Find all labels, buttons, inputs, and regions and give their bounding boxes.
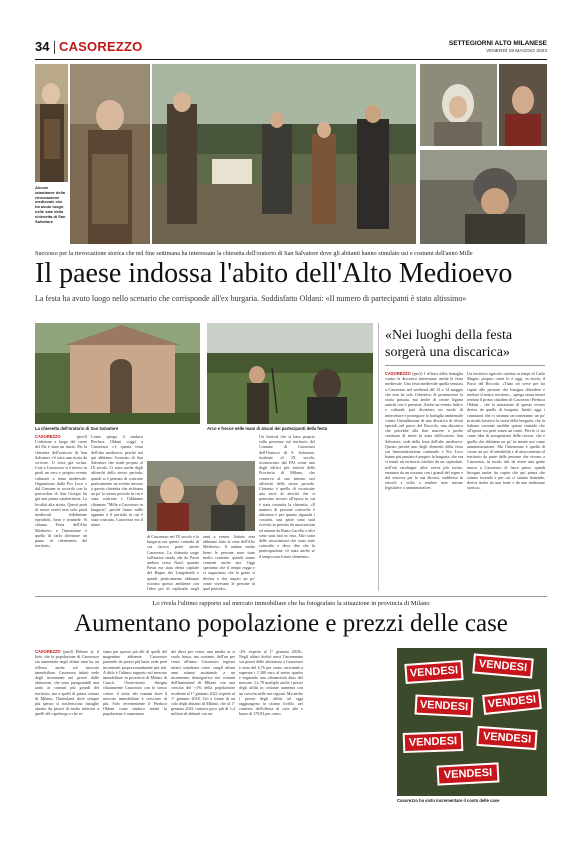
story1-column-4: [259, 434, 315, 592]
story1-headline: Il paese indossa l'abito dell'Alto Medioevo: [35, 258, 513, 289]
sign-3-text: VENDESI: [419, 698, 469, 714]
story2-headline: Aumentano popolazione e prezzi delle case: [74, 610, 508, 637]
photo-costumed-crowd: [152, 64, 416, 244]
story1-deck: La festa ha avuto luogo nello scenario che corrisponde all'ex burgaria. Soddisfatto Oldani: «Il numero di partecipanti è stato altissimo»: [35, 294, 467, 303]
header-rule: [35, 59, 547, 60]
side-photo-caption: Alcune istantanee della rievocazione medievale che ha avuto luogo nelle sale della chiesetta di San Salvatore: [35, 185, 66, 224]
photo-archery: [207, 323, 373, 424]
sign-6: [476, 726, 537, 750]
section-title: CASOREZZO: [59, 39, 143, 54]
sidebar-col1-text: (pzs3) I riflessi della battaglia contro la discarica interessano anche la festa medievale. Una festa medievale quella tenutasi a Casorezzo nel weekend del 13 e 14 maggio che non ha solo l'obiettivo di promuovere la storia passata, ma anche di creare legami antichi con il presente. Anche un evento ludico e culturale può diventare un modo di intercettare e proseguire la battaglia ambientale contro l'installazione di una discarica di rifiuti speciali nel parco del Roccolo, una discarica che potrebbe alla fine nascere a poche centinaia di metri la zona dell'oratorio San Salvatore, sede della festa dell'alto medioevo. Questo perché uno degli elementi della festa sui Amministrazione comunale e Pro Loco hanno più puntato è proprio la burgaria, che era si tenuti un territorio tutelato da un capitolare, nell'età carolingia: altre aveva più scritto, emanato da un sovrano con i grandi del regno e dal vescovo per la sua diocesi, suddiviso in articoli e volto a rendere note misure legislative o amministrative.: [385, 371, 463, 491]
archery-caption: Arco e frecce nelle mani di alcuni dei partecipanti della festa: [207, 426, 328, 431]
story2-column-1: [35, 649, 99, 809]
sign-4-text: VENDESI: [487, 693, 537, 711]
photo-for-sale-signs: [397, 648, 547, 796]
story1-column-3: [147, 534, 255, 592]
sign-4: [482, 689, 542, 715]
sign-2: [472, 653, 534, 678]
photo-church: [35, 323, 200, 424]
sidebar-byline: CASOREZZO: [385, 371, 411, 376]
sidebar-title-rule: [385, 365, 545, 366]
story2-subhead: Lo rivela l'ultimo rapporto sul mercato immobiliare che ha fotografato la situazione in provincia di Milano: [152, 600, 430, 607]
sidebar-column-2: [467, 371, 545, 589]
story2-column-4: [239, 649, 303, 809]
sign-3: [415, 694, 474, 717]
story1-subhead: Successo per la rievocazione storica che nel fine settimana ha interessato la chiesetta dell'oratorio di San Salvatore dove gli abitanti hanno simulato usi e costumi dell'anno Mille: [35, 250, 473, 257]
story2-column-3: [171, 649, 235, 809]
sign-6-text: VENDESI: [482, 730, 532, 746]
story1-col1-text: (pzs3) L'edizione a luogo del cuore del Fai è stato un inizio. Per la chiesetta dell'oratorio di San Salvatore c'è tutta una storia da scrivere. O forse già scritta. Così a Casorezzo si è messo in piedi un vero e proprio evento culturale a tema medievale. Organizzato dalla Pro Loco e dal Comune in accordo con la parrocchia di San Giorgio ha già una prima caratteristica. La località alta storia. Questi prati di nostri vestiti non solo piatti medievali fedelmente riprodotti, birra e rimmele. Si chiama Festa dell'Alto Medioevo e l'intenzione è quella di farla diventare un punto di riferimento del territorio.: [35, 434, 87, 549]
sign-7-text: VENDESI: [443, 766, 493, 782]
page-header: [35, 38, 547, 58]
story1-byline: CASOREZZO: [35, 434, 61, 439]
story2-col1-text: (pzs3) Ebbene sì, il lieto che la popolazione di Casorezzo sia aumentata negli ultimi anni ha un riflesso anche sul mercato immobiliare. Casorezzo infatti vede degli incrementi nei prezzi delle abitazioni, che sono paragonabili non tanto ai comuni più grandi del territorio, ma a quelli di prima cintura di Milano, l'hinterland dove sempre più spesso si trasferiscono famiglie attratte da prezzi di molto inferiori a quelli del capoluogo e che re-: [35, 649, 99, 717]
story2-column-5: [307, 649, 371, 809]
photo-villagers-left: [70, 64, 150, 244]
story1-col2-text: Come spiega il sindaco Pierluca Oldani «oggi a Casorezzo c'è questa festa dell'alto medioevo, perché noi qui abbiamo l'oratorio di San Salvatore che risale proprio al IX secolo. Ci sono anche degli affreschi dello stesso periodo, quindi si è pensato di costruire praticamente un evento intorno a questa chiesetta che richiama un po' lo stesso periodo in cui è stata costruita e l'abbiamo chiamato "Mille a Casorezzo in burgaria", perché l'anno mille appunto è il periodo in cui è stata costruita, Casorezzo era il nome: [91, 434, 143, 528]
sidebar-box: [378, 323, 547, 591]
page-number: 34: [35, 39, 50, 54]
sign-7: [437, 762, 500, 785]
story2-photo-caption: Casorezzo ha visto incrementare il costo delle case: [397, 798, 500, 803]
header-divider-vertical: [54, 41, 55, 54]
story2-byline: CASOREZZO: [35, 649, 61, 654]
newspaper-name: SETTEGIORNI ALTO MILANESE: [448, 40, 547, 47]
story1-column-2: [91, 434, 143, 592]
story2-col3-text: dei dieci per cento, una media se si vuole bassa, ma costante, dell'un per cento all'anno. Casorezzo registra infatti sottolinea come «negli ultimi anni stiamo assistendo a un incremento demografico nei comuni dell'hinterland di Milano con una crescita del +1% della popolazione residente al 1° gennaio 2022 rispetto al 1° gennaio 2018. Ciò a fronte di un calo degli abitanti di Milano, che al 1° gennaio 2022 contava poco più di 1,4 milioni di abitanti con un: [171, 649, 235, 717]
story1-col3-text: di Casorezzo nel IX secolo e la burgaria era questo contado di cui faceva parte anche Casorezzo. La chiesetta sorge sull'antica strada che da Pavia andava verso Nord, quando Pavia era stata eletta capitale del Regno dei Longobardi e quindi praticamente abbiamo ricreato questo ambiente con l'idea poi di replicarlo negli anni a venire. Sabato sera abbiamo fatto la cena dell'Alto Medioevo. Il andata molto bene: le persone sono state molto contente, quindi siamo contenti anche noi. Oggi speriamo che il tempo regga e ci auguriamo che la gente si diverta e che impari un po' come vivevano le persone in quel periodo».: [147, 534, 255, 592]
sign-1-text: VENDESI: [409, 664, 459, 680]
photo-woman-headscarf: [420, 64, 497, 146]
story1-column-1: [35, 434, 87, 592]
sidebar-title: «Nei luoghi della festa sorgerà una discarica»: [385, 328, 513, 360]
photo-medieval-costumes: [35, 64, 68, 182]
photo-woman-red: [499, 64, 547, 146]
issue-date: VENERDÌ 19 MAGGIO 2023: [485, 49, 547, 54]
photo-helmeted-warrior: [420, 150, 547, 244]
sign-5: [403, 731, 464, 753]
sign-1: [404, 660, 463, 684]
story2-column-2: [103, 649, 167, 809]
story2-col2-text: stano per questo più alti di quelli del magentino abbiente. Casorezzo partendo da prezzi più bassi vede però incrementi proporzionalmente più alti. A dirlo è l'ultimo rapporto sul mercato immobiliare in provincia di Milano di Casa.it. Osservatorio disegna chiaramente Casorezzo con lo stesso colore, il viola, dei comuni dove il mercato immobiliare è cresciuto di più. Solo recentemente il Pierluca Oldani come sindaco infatti la popolazione è aumentata: [103, 649, 167, 717]
story2-col4-text: -2% rispetto al 1° gennaio 2018». Negli ultimi dodici mesi l'incremento sui prezzi delle abitazioni a Casorezzo è stato del 6,76 per cento, arrivando a superare i 1.300 euro al metro quadro e segnando una «dinamicità alta» del mercato. Le 78 multipla anche i prezzi degli affitti in costante aumento con un crescita nelle sue regioni. Ma anche i prezzi degli affitti ad oggi raggiungono in ottimo livello, nel contesto dell'offerta di case alte e basse di 179,83 per cento.: [239, 649, 303, 717]
church-caption: La chiesetta dell'oratorio di San Salvatore: [35, 426, 119, 431]
photo-girl-costume: [147, 461, 255, 531]
sign-5-text: VENDESI: [408, 735, 458, 749]
story2-top-rule: [35, 596, 547, 597]
sidebar-col2-text: Un territorio agricolo tutelato ai tempi di Carlo Magno, proprio come lo è oggi, in teoria, il Parco del Roccolo. «Tutto ciò serve per far capire alle persone che bisogna difendere e tutelare il nostro territorio – spiega senza mezzi termini il primo cittadino di Casorezzo Pierluca Oldani – che la narrazione di questo evento deriva da quello di burgaria. Infatti oggi i cantautori che ci saranno racconteranno un po' in modo farsesco la storia della burgaria, che in italiano corrente sarebbe questo contado che all'epoca era però senza un conte. Perciò ci sta come idea di autogestione delle risorse, che è quella che abbiamo un po' in mente noi come amministrazione. Ma l'intenzione è quella di creare un po' di sensibilità e di attaccamento al territorio da parte delle persone che vivono a Casorezzo, in modo tale da avere una gente nuova a Casorezzo di fasce paese, quindi bisogna anche far capire che qui prima che stiamo facendo e per cui ci stiamo battendo, deriva anche da una fonte e da una tradizione storica».: [467, 371, 545, 491]
story1-col4-text: Un festival che si basa proprio sulla presenza sul territorio del Comune di Casorezzo dell'Oratorio di S. Salvatore, risalente al IX secolo, riconosciuto dal FAI come uno degli edifici più antichi della Provincia di Milano, che conserva al suo interno rari affreschi dello stesso periodo. L'intento è quello di ricostruire una serie di attività che si potevano trovare all'epoca in cui è stata costruita la chiesetta. «Il numero di persone coinvolte è altissimo e per quanto riguarda i costumi, una parte sono stati ricevuti in prestito da associazioni ed amanti da Busto Garolfo o altri sono stati fatti in casa. Altri sono delle associazioni che sono state coinvolte e devo dire che la partecipazione c'è stata anche se il tempo non è stato clemente».: [259, 434, 315, 559]
sidebar-column-1: [385, 371, 463, 589]
sign-2-text: VENDESI: [478, 657, 528, 675]
story1-column-5: [319, 434, 373, 592]
